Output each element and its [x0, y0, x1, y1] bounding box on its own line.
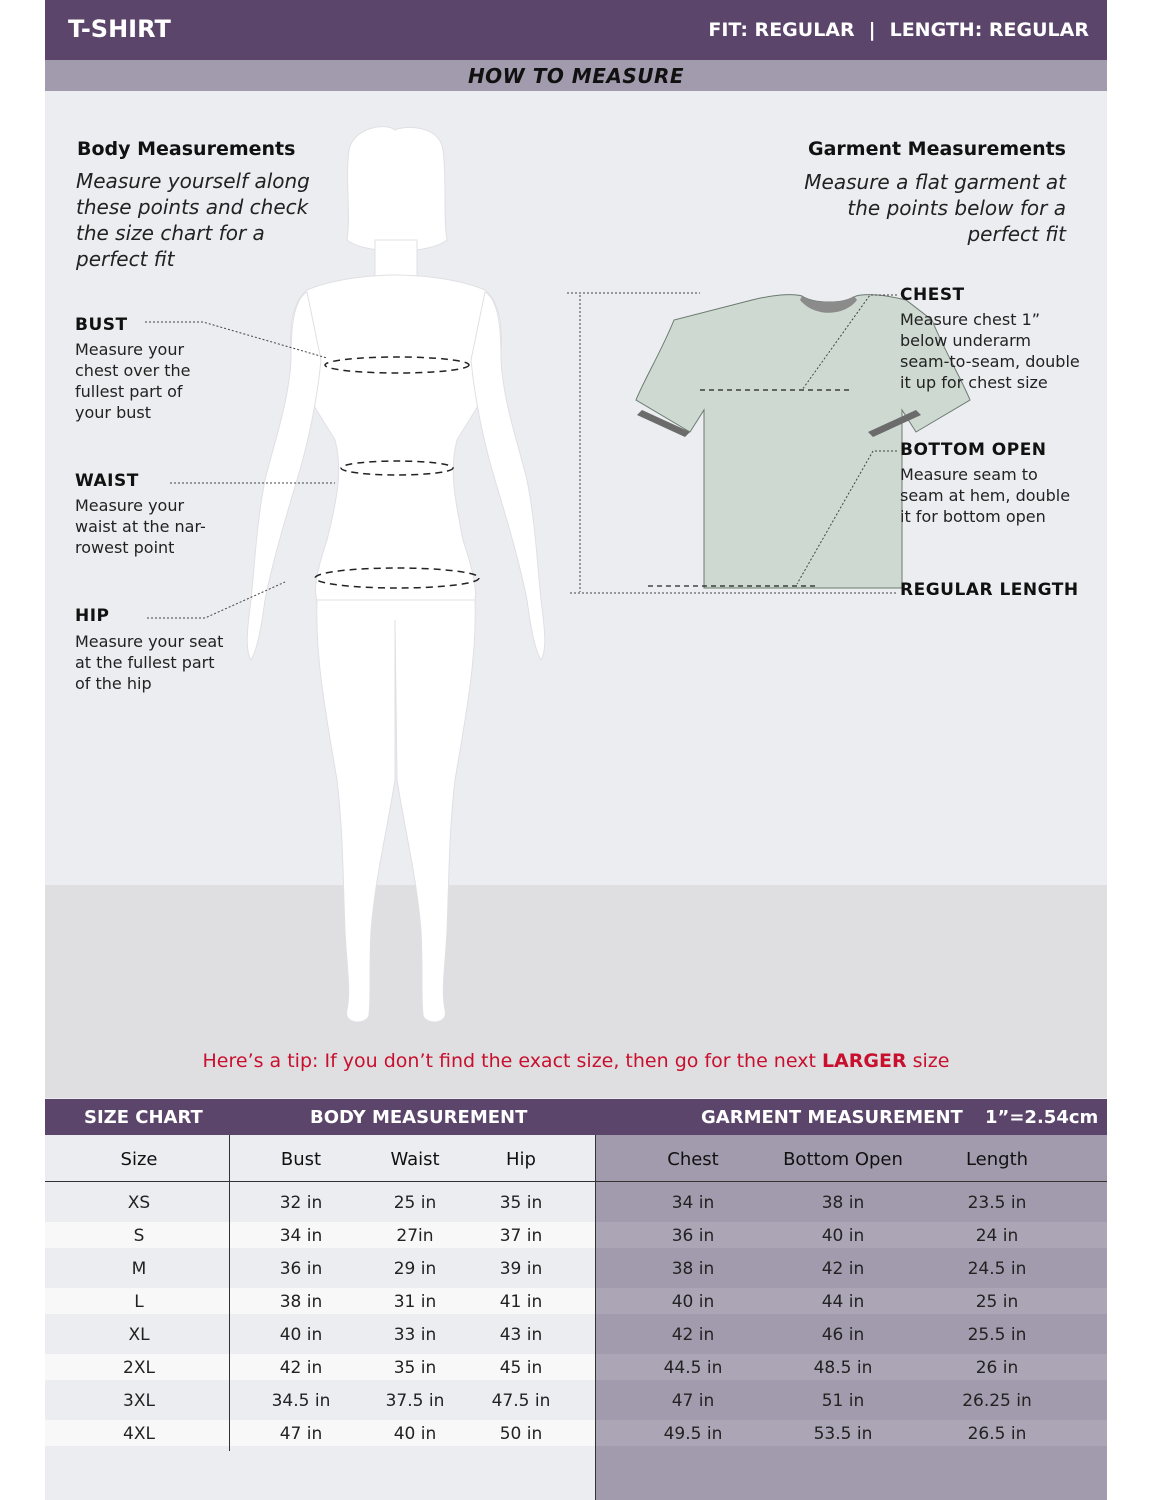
size-cell: XS [127, 1193, 151, 1213]
product-title: T-SHIRT [68, 15, 171, 43]
desc-line: waist at the nar- [75, 517, 206, 536]
measurement-cell: 36 in [671, 1226, 715, 1246]
measurement-cell: 38 in [821, 1193, 865, 1213]
measurement-cell: 49.5 in [663, 1424, 723, 1444]
measurement-cell: 42 in [821, 1259, 865, 1279]
length-label: LENGTH: REGULAR [889, 19, 1089, 41]
size-cell: XL [128, 1325, 150, 1345]
measurement-cell: 33 in [393, 1325, 437, 1345]
column-header: Hip [506, 1149, 536, 1170]
column-header: Bust [280, 1149, 322, 1170]
chest-label: CHEST [900, 285, 965, 305]
desc-line: it for bottom open [900, 507, 1046, 526]
measurement-cell: 26 in [975, 1358, 1019, 1378]
measurement-cell: 40 in [821, 1226, 865, 1246]
size-cell: L [134, 1292, 144, 1312]
intro-line: the size chart for a [76, 221, 265, 245]
measurement-cell: 37.5 in [385, 1391, 445, 1411]
measurement-cell: 42 in [671, 1325, 715, 1345]
measurement-cell: 26.25 in [962, 1391, 1032, 1411]
measurement-cell: 40 in [671, 1292, 715, 1312]
desc-line: below underarm [900, 331, 1031, 350]
measurement-cell: 42 in [279, 1358, 323, 1378]
size-cell: 2XL [123, 1358, 155, 1378]
tip-text: Here’s a tip: If you don’t find the exact size, then go for the next [202, 1050, 822, 1072]
measurement-cell: 43 in [499, 1325, 543, 1345]
measurement-cell: 29 in [393, 1259, 437, 1279]
desc-line: seam-to-seam, double [900, 352, 1080, 371]
measurement-cell: 51 in [821, 1391, 865, 1411]
measurement-cell: 24 in [975, 1226, 1019, 1246]
tip-suffix: size [906, 1050, 950, 1072]
measurement-cell: 37 in [499, 1226, 543, 1246]
size-chart-header [45, 1099, 1107, 1135]
measurement-cell: 25 in [975, 1292, 1019, 1312]
intro-line: the points below for a [847, 196, 1066, 220]
desc-line: Measure your seat [75, 632, 224, 651]
garment-measurement-group: GARMENT MEASUREMENT [701, 1107, 963, 1128]
column-header: Chest [667, 1149, 719, 1170]
measurement-cell: 44 in [821, 1292, 865, 1312]
measurement-cell: 44.5 in [663, 1358, 723, 1378]
how-to-measure-heading: HOW TO MEASURE [45, 60, 1107, 91]
bottom-open-label: BOTTOM OPEN [900, 440, 1047, 460]
desc-line: Measure your [75, 340, 185, 359]
waist-description [75, 495, 206, 558]
intro-line: Measure yourself along [76, 169, 310, 193]
measurement-cell: 40 in [279, 1325, 323, 1345]
desc-line: chest over the [75, 361, 191, 380]
size-tip [45, 1050, 1107, 1072]
column-header: Length [965, 1149, 1029, 1170]
intro-line: Measure a flat garment at [804, 170, 1066, 194]
measurement-cell: 47 in [279, 1424, 323, 1444]
measurement-cell: 38 in [671, 1259, 715, 1279]
size-guide-panel [45, 0, 1107, 1500]
column-header: Bottom Open [783, 1149, 903, 1170]
measurement-cell: 36 in [279, 1259, 323, 1279]
measurement-cell: 34.5 in [271, 1391, 331, 1411]
separator: | [868, 19, 876, 41]
desc-line: at the fullest part [75, 653, 215, 672]
desc-line: Measure chest 1” [900, 310, 1041, 329]
measurement-cell: 46 in [821, 1325, 865, 1345]
chest-description [900, 309, 1080, 393]
desc-line: seam at hem, double [900, 486, 1071, 505]
measurement-cell: 47 in [671, 1391, 715, 1411]
bust-description [75, 339, 191, 423]
measurement-cell: 34 in [279, 1226, 323, 1246]
size-chart-title: SIZE CHART [84, 1107, 203, 1128]
desc-line: fullest part of [75, 382, 183, 401]
measurement-cell: 41 in [499, 1292, 543, 1312]
measurement-cell: 38 in [279, 1292, 323, 1312]
measurement-cell: 35 in [393, 1358, 437, 1378]
size-cell: M [131, 1259, 147, 1279]
desc-line: Measure seam to [900, 465, 1038, 484]
hip-label: HIP [75, 606, 110, 626]
body-measurement-group: BODY MEASUREMENT [310, 1107, 528, 1128]
intro-line: perfect fit [967, 222, 1066, 246]
group-divider [595, 1135, 596, 1500]
measurement-cell: 50 in [499, 1424, 543, 1444]
header-divider [45, 1181, 1107, 1182]
bust-label: BUST [75, 315, 128, 335]
measurement-cell: 39 in [499, 1259, 543, 1279]
garment-measurements-heading: Garment Measurements [807, 138, 1066, 160]
column-divider [229, 1135, 230, 1451]
waist-label: WAIST [75, 471, 139, 491]
desc-line: it up for chest size [900, 373, 1048, 392]
column-header: Size [120, 1149, 158, 1170]
hip-description [75, 631, 223, 694]
measurement-cell: 45 in [499, 1358, 543, 1378]
measurement-cell: 34 in [671, 1193, 715, 1213]
bottom-open-description [900, 464, 1070, 527]
tip-emphasis: LARGER [821, 1050, 907, 1072]
measurement-cell: 48.5 in [813, 1358, 873, 1378]
measurement-cell: 27in [396, 1226, 434, 1246]
measurement-cell: 31 in [393, 1292, 437, 1312]
body-measurements-heading: Body Measurements [77, 138, 296, 160]
measurement-cell: 40 in [393, 1424, 437, 1444]
column-header: Waist [390, 1149, 440, 1170]
regular-length-label: REGULAR LENGTH [900, 580, 1079, 600]
desc-line: your bust [75, 403, 151, 422]
body-measurements-intro [76, 168, 310, 272]
desc-line: rowest point [75, 538, 175, 557]
measurement-cell: 25.5 in [967, 1325, 1027, 1345]
intro-line: perfect fit [76, 247, 175, 271]
measurement-cell: 26.5 in [967, 1424, 1027, 1444]
size-cell: 3XL [123, 1391, 155, 1411]
measurement-cell: 53.5 in [813, 1424, 873, 1444]
measurement-cell: 35 in [499, 1193, 543, 1213]
measurement-cell: 25 in [393, 1193, 437, 1213]
desc-line: of the hip [75, 674, 152, 693]
measurement-cell: 32 in [279, 1193, 323, 1213]
desc-line: Measure your [75, 496, 185, 515]
size-cell: 4XL [123, 1424, 155, 1444]
size-cell: S [133, 1226, 145, 1246]
intro-line: these points and check [76, 195, 309, 219]
garment-measurements-intro [804, 169, 1066, 247]
fit-label: FIT: REGULAR [708, 19, 855, 41]
measurement-cell: 47.5 in [491, 1391, 551, 1411]
measurement-cell: 24.5 in [967, 1259, 1027, 1279]
measurement-cell: 23.5 in [967, 1193, 1027, 1213]
conversion-note: 1”=2.54cm [985, 1107, 1099, 1128]
